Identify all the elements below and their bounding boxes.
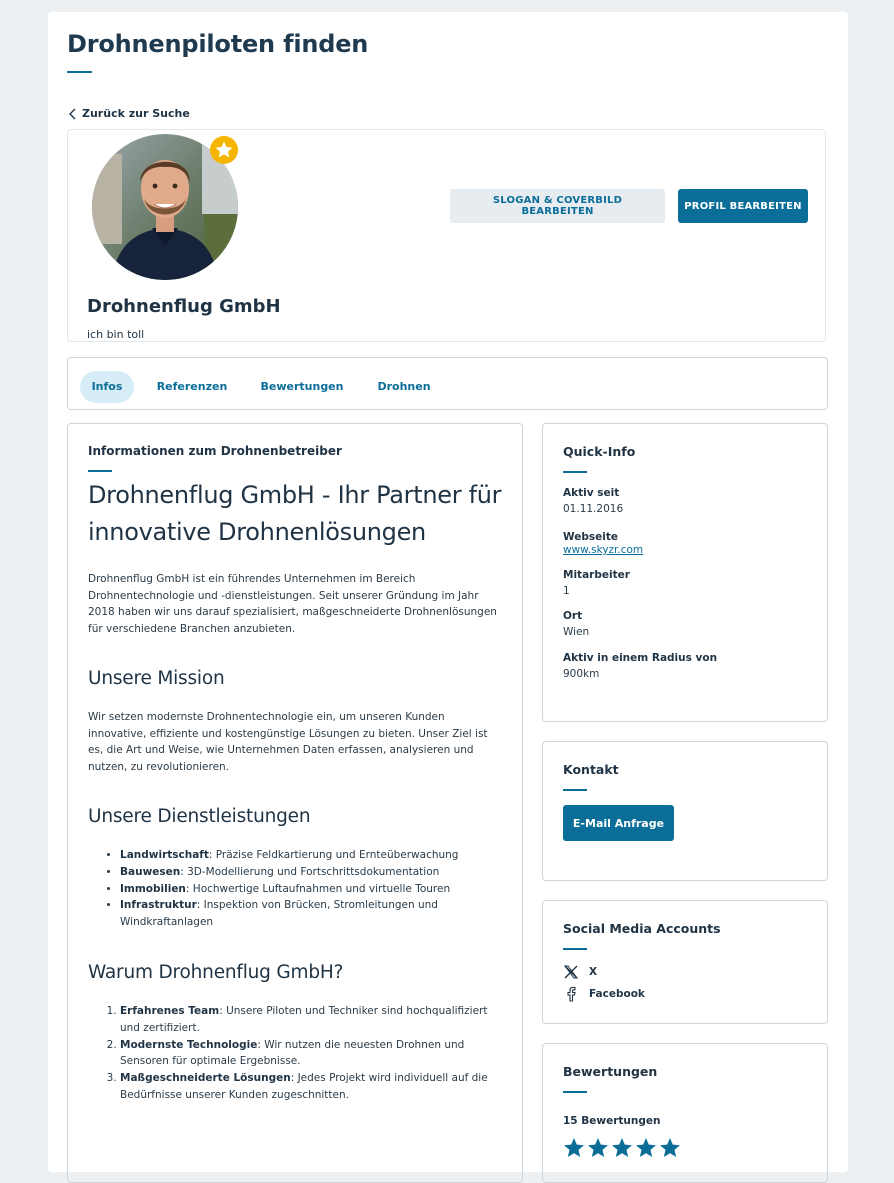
back-link-label: Zurück zur Suche: [82, 107, 190, 120]
profile-tabs: [67, 357, 828, 410]
employees-value: 1: [563, 585, 570, 597]
reviews-count: 15 Bewertungen: [563, 1115, 661, 1127]
list-item: [120, 864, 502, 881]
service-term: Bauwesen: [120, 865, 181, 878]
page-title: Drohnenpiloten finden: [67, 30, 369, 58]
radius-label: Aktiv in einem Radius von: [563, 652, 718, 664]
social-link-x[interactable]: [563, 964, 807, 980]
location-value: Wien: [563, 626, 590, 638]
title-underline: [67, 71, 92, 73]
reviews-title: Bewertungen: [563, 1064, 658, 1079]
service-desc: : Hochwertige Luftaufnahmen und virtuelle Touren: [185, 882, 451, 895]
section-underline: [563, 1091, 587, 1093]
info-section-label: Informationen zum Drohnenbetreiber: [88, 444, 342, 458]
social-label: Facebook: [589, 988, 645, 1000]
social-media-card: [542, 900, 828, 1024]
page-container: [48, 12, 848, 1172]
section-underline: [563, 471, 587, 473]
website-label: Webseite: [563, 531, 618, 543]
reason-term: Maßgeschneiderte Lösungen: [120, 1072, 291, 1085]
list-item: [120, 1037, 502, 1071]
company-slogan: ich bin toll: [87, 328, 145, 341]
list-item: [120, 1003, 502, 1037]
services-list: [88, 847, 502, 931]
reasons-list: [88, 1003, 502, 1104]
back-to-search-link[interactable]: [68, 107, 190, 120]
quick-info-card: [542, 423, 828, 722]
reason-desc: : Jedes Projekt wird individuell auf die Bedürfnisse unserer Kunden zugeschnitten.: [120, 1072, 488, 1101]
mission-heading: Unsere Mission: [88, 668, 225, 689]
list-item: [120, 897, 502, 931]
social-media-title: Social Media Accounts: [563, 921, 721, 936]
tab-drohnen[interactable]: Drohnen: [377, 380, 431, 393]
services-heading: Unsere Dienstleistungen: [88, 806, 311, 827]
section-underline: [88, 470, 112, 472]
contact-title: Kontakt: [563, 762, 619, 777]
service-term: Infrastruktur: [120, 899, 197, 912]
star-icon: [587, 1137, 609, 1159]
star-icon: [659, 1137, 681, 1159]
social-label: X: [589, 966, 598, 978]
contact-card: [542, 741, 828, 881]
facebook-icon: [563, 986, 579, 1002]
location-label: Ort: [563, 610, 583, 622]
service-term: Immobilien: [120, 882, 186, 895]
star-icon: [611, 1137, 633, 1159]
info-card: [67, 423, 523, 1183]
tab-infos[interactable]: Infos: [80, 371, 134, 403]
reason-desc: : Unsere Piloten und Techniker sind hochqualifiziert und zertifiziert.: [120, 1004, 488, 1034]
rating-stars: [563, 1137, 807, 1159]
profile-card: [67, 129, 826, 342]
social-link-facebook[interactable]: [563, 986, 807, 1002]
company-name: Drohnenflug GmbH: [87, 296, 281, 317]
info-intro: Drohnenflug GmbH ist ein führendes Unternehmen im Bereich Drohnentechnologie und -dienstleistungen. Seit unserer Gründung im Jahr 2018 haben wir uns darauf spezialisiert, maßgeschneiderte Drohnenlösungen für verschiedene Branchen anzubieten.: [88, 573, 497, 635]
why-heading: Warum Drohnenflug GmbH?: [88, 961, 344, 983]
edit-profile-button[interactable]: PROFIL BEARBEITEN: [678, 189, 808, 223]
star-icon: [635, 1137, 657, 1159]
list-item: [120, 1070, 502, 1104]
radius-value: 900km: [563, 668, 600, 680]
list-item: [120, 881, 502, 898]
reason-desc: : Wir nutzen die neuesten Drohnen und Sensoren für optimale Ergebnisse.: [120, 1038, 465, 1068]
reason-term: Modernste Technologie: [120, 1038, 258, 1051]
reviews-card: [542, 1043, 828, 1183]
website-link[interactable]: www.skyzr.com: [563, 544, 644, 556]
service-desc: : 3D-Modellierung und Fortschrittsdokumentation: [180, 865, 440, 878]
star-icon: [563, 1137, 585, 1159]
info-headline: Drohnenflug GmbH - Ihr Partner für innovative Drohnenlösungen: [88, 481, 502, 546]
active-since-label: Aktiv seit: [563, 487, 620, 499]
section-underline: [563, 789, 587, 791]
edit-slogan-coverimage-button[interactable]: SLOGAN & COVERBILD BEARBEITEN: [450, 189, 665, 223]
service-desc: : Präzise Feldkartierung und Ernteüberwachung: [208, 849, 459, 861]
mission-text: Wir setzen modernste Drohnentechnologie ein, um unseren Kunden innovative, effiziente und kostengünstige Lösungen zu bieten. Unser Ziel ist es, die Art und Weise, wie Unternehmen Daten erfassen, analysieren und nutzen, zu revolutionieren.: [88, 711, 488, 773]
quick-info-title: Quick-Info: [563, 444, 636, 459]
email-request-button[interactable]: E-Mail Anfrage: [563, 805, 674, 841]
chevron-left-icon: [68, 108, 78, 120]
tab-bewertungen[interactable]: Bewertungen: [260, 380, 344, 393]
reason-term: Erfahrenes Team: [120, 1004, 220, 1017]
service-desc: : Inspektion von Brücken, Stromleitungen und Windkraftanlagen: [120, 899, 438, 929]
active-since-value: 01.11.2016: [563, 503, 624, 515]
service-term: Landwirtschaft: [120, 849, 209, 861]
list-item: [120, 847, 502, 864]
x-icon: [563, 964, 579, 980]
section-underline: [563, 948, 587, 950]
premium-star-icon: [210, 136, 238, 164]
tab-referenzen[interactable]: Referenzen: [156, 380, 228, 393]
employees-label: Mitarbeiter: [563, 569, 630, 581]
